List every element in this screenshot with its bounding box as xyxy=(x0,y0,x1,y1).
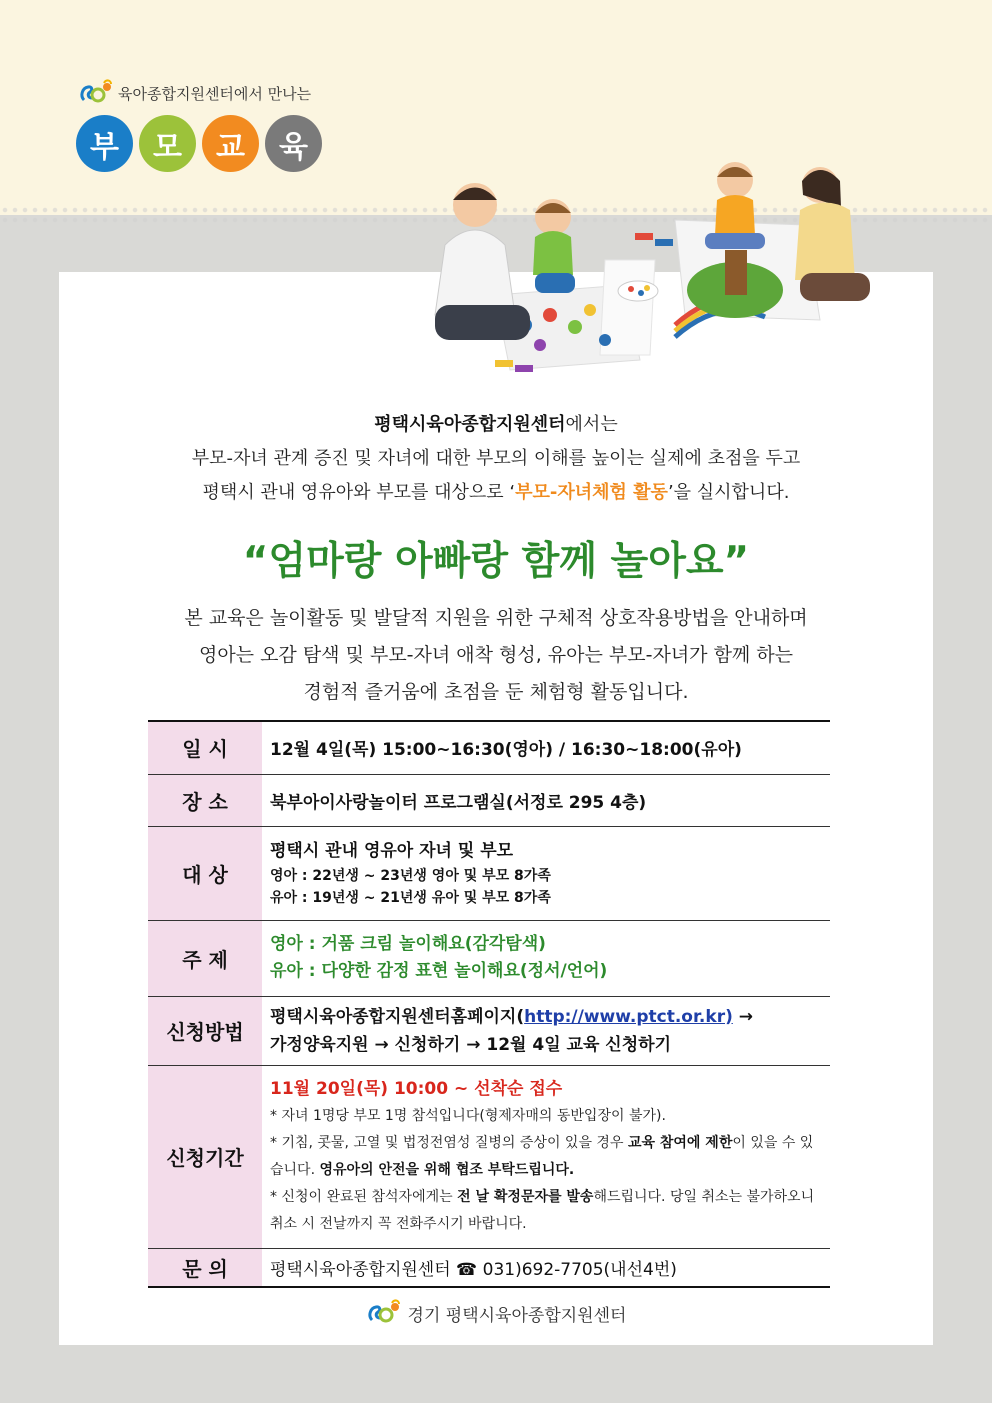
target-cell xyxy=(262,826,830,920)
homepage-link[interactable]: http://www.ptct.or.kr) xyxy=(524,1006,733,1027)
table-row-method xyxy=(148,996,830,1065)
date-value: 12월 4일(목) 15:00~16:30(영아) / 16:30~18:00(유아) xyxy=(270,740,742,761)
header-subtitle xyxy=(78,78,311,108)
target-sub-2: 유아 : 19년생 ~ 21년생 유아 및 부모 8가족 xyxy=(270,890,551,906)
title-char-1: 부 xyxy=(76,115,133,172)
topic-2: 유아 : 다양한 감정 표현 놀이해요(정서/언어) xyxy=(270,961,608,981)
period-main: 11월 20일(목) 10:00 ~ 선착순 접수 xyxy=(270,1079,563,1099)
contact-value: 평택시육아종합지원센터 ☎ 031)692-7705(내선4번) xyxy=(270,1259,677,1280)
intro-line-2: 부모-자녀 관계 증진 및 자녀에 대한 부모의 이해를 높이는 실제에 초점을 두고 xyxy=(191,448,801,469)
note-3-pre: * 신청이 완료된 참석자에게는 xyxy=(270,1189,458,1205)
title-char-4: 육 xyxy=(265,115,322,172)
intro-line-3-post: ’을 실시합니다. xyxy=(667,482,790,503)
method-label: 신청방법 xyxy=(148,996,262,1065)
info-table xyxy=(148,720,830,1288)
intro-line-1 xyxy=(59,408,933,442)
table-row-target xyxy=(148,826,830,920)
target-sub-1: 영아 : 22년생 ~ 23년생 영아 및 부모 8가족 xyxy=(270,868,551,884)
intro-line-3 xyxy=(59,476,933,510)
title-char-2: 모 xyxy=(139,115,196,172)
place-label: 장 소 xyxy=(148,774,262,826)
method-arrow: → xyxy=(732,1006,754,1027)
headline: “엄마랑 아빠랑 함께 놀아요” xyxy=(242,539,750,584)
note-1: * 자녀 1명당 부모 1명 참석입니다(형제자매의 동반입장이 불가). xyxy=(270,1108,666,1124)
activity-highlight: 부모-자녀체험 활동 xyxy=(515,482,668,503)
table-row-place xyxy=(148,774,830,826)
target-main: 평택시 관내 영유아 자녀 및 부모 xyxy=(270,841,514,861)
center-logo-icon xyxy=(78,78,114,108)
topic-1: 영아 : 거품 크림 놀이해요(감각탐색) xyxy=(270,934,546,954)
method-line-1 xyxy=(270,1003,822,1031)
note-3-post: 해드립니다. 당일 취소는 불가하오니 취소 시 전날까지 꼭 전화주시기 바랍니다. xyxy=(270,1189,815,1232)
table-row-topic xyxy=(148,920,830,996)
note-2-mid: 이 있을 수 있습니다. xyxy=(270,1135,814,1178)
topic-cell xyxy=(262,920,830,996)
note-2-bold-2: 영유아의 안전을 위해 협조 부탁드립니다. xyxy=(319,1162,575,1178)
description-line-2: 영아는 오감 탐색 및 부모-자녀 애착 형성, 유아는 부모-자녀가 함께 하는 xyxy=(198,644,794,666)
note-2-bold: 교육 참여에 제한 xyxy=(627,1135,733,1151)
description-line-3: 경험적 즐거움에 초점을 둔 체험형 활동입니다. xyxy=(303,681,689,703)
place-value: 북부아이사랑놀이터 프로그램실(서정로 295 4층) xyxy=(270,792,647,813)
description xyxy=(59,600,933,711)
intro-line-3-pre: 평택시 관내 영유아와 부모를 대상으로 ‘ xyxy=(202,482,516,503)
method-pre: 평택시육아종합지원센터홈페이지( xyxy=(270,1006,525,1027)
footer-logo-icon xyxy=(366,1298,402,1328)
method-line-2: 가정양육지원 → 신청하기 → 12월 4일 교육 신청하기 xyxy=(270,1034,671,1055)
intro-text xyxy=(59,408,933,510)
table-row-date xyxy=(148,721,830,774)
intro-line-1-rest: 에서는 xyxy=(565,414,618,435)
table-row-period xyxy=(148,1065,830,1248)
header-subtitle-text: 육아종합지원센터에서 만나는 xyxy=(118,84,312,103)
center-name: 평택시육아종합지원센터 xyxy=(374,414,566,435)
topic-label: 주 제 xyxy=(148,920,262,996)
date-label: 일 시 xyxy=(148,721,262,774)
footer-text: 경기 평택시육아종합지원센터 xyxy=(407,1305,627,1326)
table-row-contact xyxy=(148,1248,830,1287)
note-3-blue: 전 날 확정문자를 발송 xyxy=(457,1189,594,1205)
title-char-3: 교 xyxy=(202,115,259,172)
contact-label: 문 의 xyxy=(148,1248,262,1287)
target-label: 대 상 xyxy=(148,826,262,920)
note-2-pre: * 기침, 콧물, 고열 및 법정전염성 질병의 증상이 있을 경우 xyxy=(270,1135,628,1151)
footer xyxy=(59,1298,933,1328)
title-circles xyxy=(76,115,322,172)
description-line-1: 본 교육은 놀이활동 및 발달적 지원을 위한 구체적 상호작용방법을 안내하며 xyxy=(184,607,808,629)
method-cell xyxy=(262,996,830,1065)
period-cell xyxy=(262,1065,830,1248)
note-2 xyxy=(270,1130,822,1184)
family-painting-illustration xyxy=(375,155,895,390)
period-label: 신청기간 xyxy=(148,1065,262,1248)
note-3 xyxy=(270,1184,822,1238)
